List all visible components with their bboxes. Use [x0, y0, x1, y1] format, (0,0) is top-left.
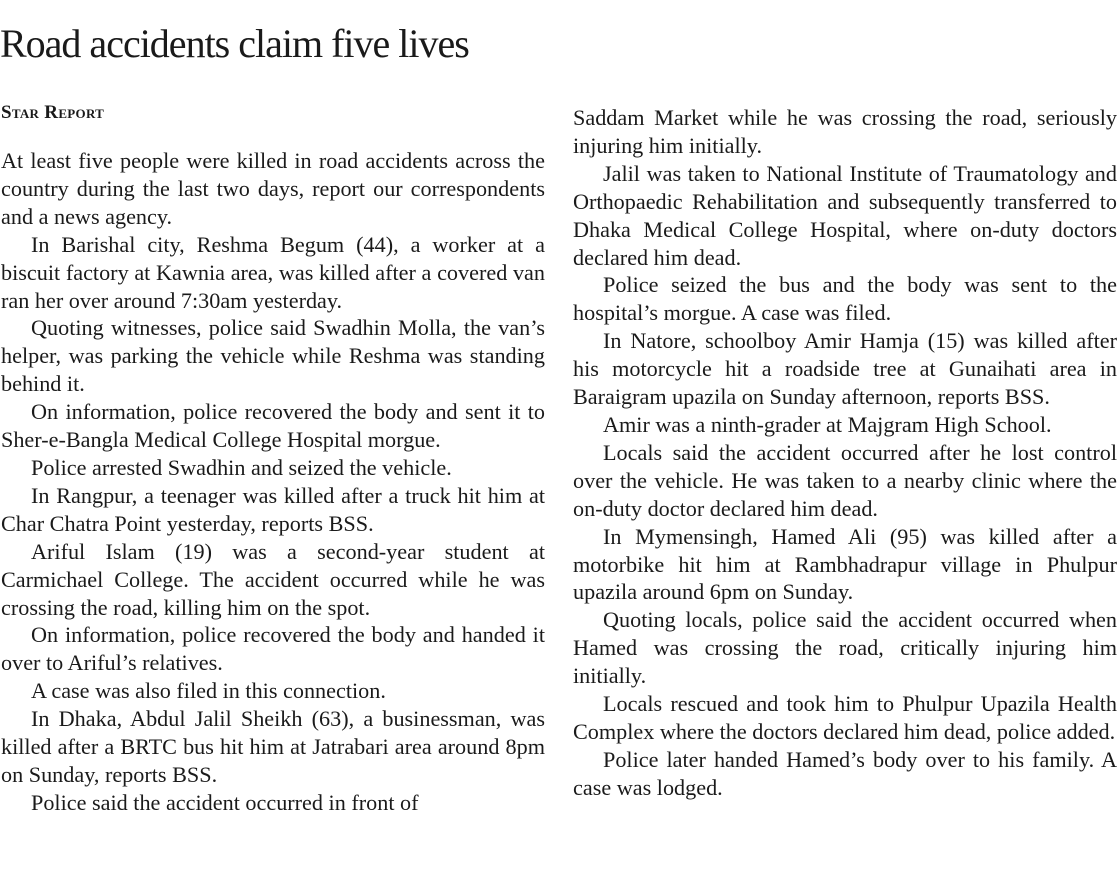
paragraph: In Dhaka, Abdul Jalil Sheikh (63), a businessman, was killed after a BRTC bus hit him at Jatrabari area around 8pm on Sunday, reports BSS.: [1, 706, 545, 787]
paragraph: On information, police recovered the body and sent it to Sher-e-Bangla Medical College Hospital morgue.: [1, 399, 545, 453]
paragraph: In Natore, schoolboy Amir Hamja (15) was killed after his motorcycle hit a roadside tree at Gunaihati area in Baraigram upazila on Sunday afternoon, reports BSS.: [573, 328, 1117, 410]
paragraph: Quoting locals, police said the accident occurred when Hamed was crossing the road, critically injuring him initially.: [573, 607, 1117, 689]
paragraph: In Barishal city, Reshma Begum (44), a worker at a biscuit factory at Kawnia area, was killed after a covered van ran her over around 7:30am yesterday.: [1, 231, 545, 313]
paragraph: Police arrested Swadhin and seized the vehicle.: [31, 454, 452, 480]
paragraph: Quoting witnesses, police said Swadhin Molla, the van’s helper, was parking the vehicle while Reshma was standing behind it.: [1, 315, 545, 397]
paragraph: Amir was a ninth-grader at Majgram High School.: [603, 411, 1052, 437]
paragraph: Police later handed Hamed’s body over to his family. A case was lodged.: [573, 746, 1117, 800]
paragraph: In Mymensingh, Hamed Ali (95) was killed after a motorbike hit him at Rambhadrapur village in Phulpur upazila around 6pm on Sunday.: [573, 523, 1117, 605]
paragraph: Saddam Market while he was crossing the road, seriously injuring him initially.: [573, 105, 1117, 158]
paragraph: Locals rescued and took him to Phulpur Upazila Health Complex where the doctors declared him dead, police added.: [573, 691, 1117, 744]
paragraph: A case was also filed in this connection.: [31, 678, 386, 704]
paragraph: On information, police recovered the body and handed it over to Ariful’s relatives.: [1, 622, 545, 676]
paragraph: Jalil was taken to National Institute of Traumatology and Orthopaedic Rehabilitation and subsequently transferred to Dhaka Medical College Hospital, where on-duty doctors declared him dead.: [573, 160, 1117, 270]
article-column-left: [1, 147, 545, 817]
paragraph: Police seized the bus and the body was sent to the hospital’s morgue. A case was filed.: [573, 272, 1117, 326]
paragraph: In Rangpur, a teenager was killed after a truck hit him at Char Chatra Point yesterday, reports BSS.: [1, 482, 545, 536]
paragraph: At least five people were killed in road accidents across the country during the last two days, report our correspondents and a news agency.: [1, 148, 545, 229]
headline: Road accidents claim five lives: [0, 21, 469, 66]
article-column-right: [573, 104, 1117, 802]
paragraph: Police said the accident occurred in front of: [31, 789, 419, 815]
paragraph: Ariful Islam (19) was a second-year student at Carmichael College. The accident occurred while he was crossing the road, killing him on the spot.: [1, 538, 545, 620]
paragraph: Locals said the accident occurred after he lost control over the vehicle. He was taken to a nearby clinic where the on-duty doctor declared him dead.: [573, 439, 1117, 521]
byline: Star Report: [1, 102, 105, 123]
